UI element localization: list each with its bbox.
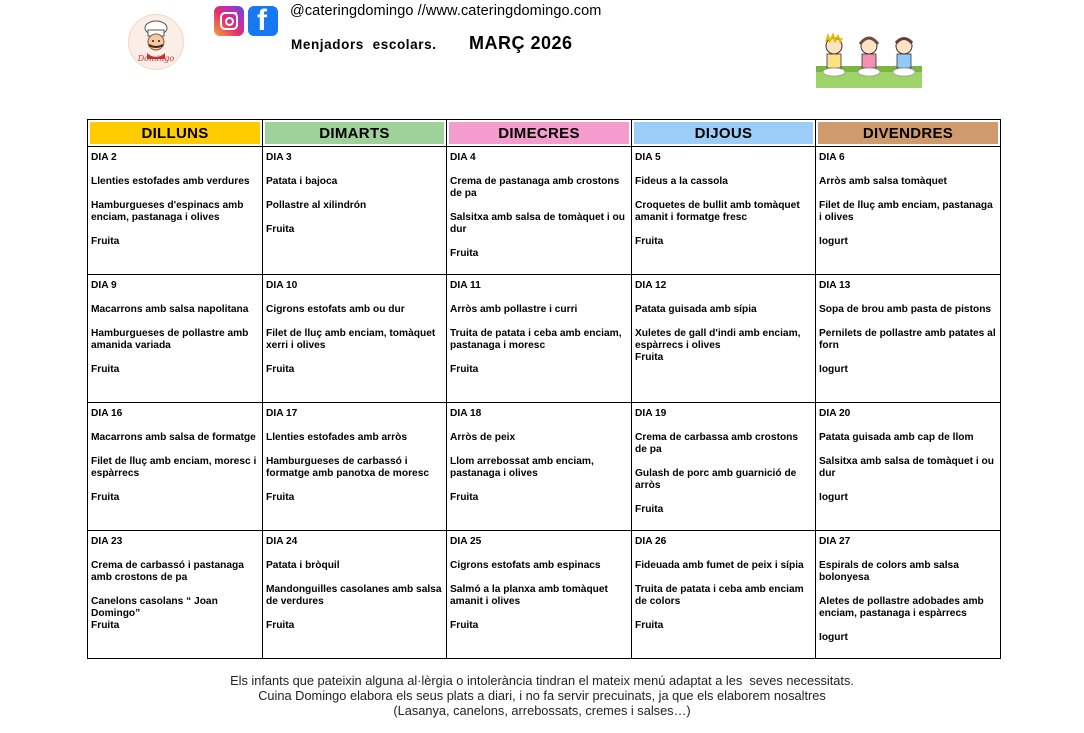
first-course: Cigrons estofats amb espinacs bbox=[450, 560, 601, 571]
day-number: DIA 12 bbox=[635, 280, 667, 291]
dessert: Fruita bbox=[266, 620, 295, 631]
day-cell bbox=[816, 275, 1001, 403]
dessert: Fruita bbox=[91, 236, 120, 247]
day-label: DIVENDRES bbox=[862, 124, 954, 142]
dessert: Fruita bbox=[635, 236, 664, 247]
day-label: DILLUNS bbox=[141, 124, 209, 142]
second-course: Hamburgueses de carbassó i formatge amb panotxa de moresc bbox=[266, 456, 430, 479]
day-number: DIA 16 bbox=[91, 408, 123, 419]
first-course: Patata i bròquil bbox=[266, 560, 340, 571]
day-label: DIJOUS bbox=[694, 124, 753, 142]
day-number: DIA 3 bbox=[266, 152, 292, 163]
day-cell bbox=[632, 147, 816, 275]
days-header-row bbox=[88, 120, 1001, 147]
dessert: Fruita bbox=[450, 364, 479, 375]
day-cell bbox=[263, 531, 447, 659]
second-course: Hamburgueses de pollastre amb amanida variada bbox=[91, 328, 249, 351]
day-number: DIA 25 bbox=[450, 536, 482, 547]
day-cell bbox=[88, 147, 263, 275]
footer-notes bbox=[0, 673, 1084, 718]
first-course: Llenties estofades amb verdures bbox=[91, 176, 250, 187]
page-subtitle: Menjadors escolars. bbox=[291, 37, 437, 52]
homemade-note: Cuina Domingo elabora els seus plats a diari, i no fa servir precuinats, ja que els elaborem nosaltres bbox=[258, 688, 826, 703]
first-course: Crema de carbassó i pastanaga amb crostons de pa bbox=[91, 560, 244, 583]
first-course: Arròs de peix bbox=[450, 432, 516, 443]
day-cell bbox=[447, 531, 632, 659]
dessert: Iogurt bbox=[819, 632, 848, 643]
facebook-icon[interactable]: f bbox=[248, 6, 278, 36]
day-cell bbox=[816, 531, 1001, 659]
first-course: Cigrons estofats amb ou dur bbox=[266, 304, 405, 315]
dessert: Fruita bbox=[635, 504, 664, 515]
first-course: Patata i bajoca bbox=[266, 176, 338, 187]
day-cell bbox=[88, 531, 263, 659]
dessert: Fruita bbox=[91, 492, 120, 503]
first-course: Macarrons amb salsa de formatge bbox=[91, 432, 256, 443]
first-course: Sopa de brou amb pasta de pistons bbox=[819, 304, 992, 315]
week-row bbox=[88, 531, 1001, 659]
day-number: DIA 5 bbox=[635, 152, 661, 163]
instagram-icon[interactable] bbox=[214, 6, 244, 36]
dessert: Fruita bbox=[266, 224, 295, 235]
second-course: Hamburgueses d'espinacs amb enciam, pastanaga i olives bbox=[91, 200, 244, 223]
day-cell bbox=[447, 275, 632, 403]
day-header-dimecres bbox=[447, 120, 632, 147]
first-course: Crema de carbassa amb crostons de pa bbox=[635, 432, 799, 455]
day-number: DIA 4 bbox=[450, 152, 476, 163]
first-course: Espirals de colors amb salsa bolonyesa bbox=[819, 560, 959, 583]
day-cell bbox=[88, 403, 263, 531]
second-course: Aletes de pollastre adobades amb enciam, pastanaga i espàrrecs bbox=[819, 596, 984, 619]
day-header-dijous bbox=[632, 120, 816, 147]
day-number: DIA 11 bbox=[450, 280, 481, 291]
day-cell bbox=[263, 275, 447, 403]
catering-logo bbox=[128, 14, 184, 70]
second-course: Salsitxa amb salsa de tomàquet i ou dur bbox=[819, 456, 994, 479]
first-course: Arròs amb salsa tomàquet bbox=[819, 176, 947, 187]
day-cell bbox=[816, 403, 1001, 531]
week-row bbox=[88, 147, 1001, 275]
day-number: DIA 6 bbox=[819, 152, 845, 163]
first-course: Llenties estofades amb arròs bbox=[266, 432, 407, 443]
dessert: Fruita bbox=[266, 492, 295, 503]
day-number: DIA 18 bbox=[450, 408, 482, 419]
day-number: DIA 10 bbox=[266, 280, 298, 291]
second-course: Filet de lluç amb enciam, moresc i espàrrecs bbox=[91, 456, 257, 479]
first-course: Fideuada amb fumet de peix i sípia bbox=[635, 560, 804, 571]
dessert: Fruita bbox=[450, 248, 479, 259]
second-course: Truita de patata i ceba amb enciam de colors bbox=[635, 584, 804, 607]
first-course: Fideus a la cassola bbox=[635, 176, 728, 187]
day-number: DIA 2 bbox=[91, 152, 117, 163]
day-number: DIA 20 bbox=[819, 408, 851, 419]
first-course: Arròs amb pollastre i curri bbox=[450, 304, 578, 315]
kids-eating-illustration bbox=[816, 32, 922, 88]
dessert: Iogurt bbox=[819, 492, 848, 503]
day-number: DIA 27 bbox=[819, 536, 851, 547]
first-course: Patata guisada amb sípia bbox=[635, 304, 757, 315]
day-cell bbox=[632, 403, 816, 531]
page-title: MARÇ 2026 bbox=[469, 33, 573, 53]
second-course: Pernilets de pollastre amb patates al forn bbox=[819, 328, 996, 351]
week-row bbox=[88, 275, 1001, 403]
day-label: DIMECRES bbox=[498, 124, 580, 142]
day-number: DIA 26 bbox=[635, 536, 667, 547]
second-course: Mandonguilles casolanes amb salsa de verdures bbox=[266, 584, 442, 607]
first-course: Crema de pastanaga amb crostons de pa bbox=[450, 176, 620, 199]
day-label: DIMARTS bbox=[319, 124, 390, 142]
day-number: DIA 23 bbox=[91, 536, 123, 547]
day-header-dimarts bbox=[263, 120, 447, 147]
first-course: Macarrons amb salsa napolitana bbox=[91, 304, 249, 315]
contact-text: @cateringdomingo //www.cateringdomingo.com bbox=[290, 3, 602, 19]
second-course: Truita de patata i ceba amb enciam, pastanaga i moresc bbox=[450, 328, 622, 351]
dessert: Iogurt bbox=[819, 236, 848, 247]
dessert: Iogurt bbox=[819, 364, 848, 375]
day-header-divendres bbox=[816, 120, 1001, 147]
second-course: Salmó a la planxa amb tomàquet amanit i olives bbox=[450, 584, 608, 607]
week-row bbox=[88, 403, 1001, 531]
first-course: Patata guisada amb cap de llom bbox=[819, 432, 974, 443]
day-cell bbox=[632, 275, 816, 403]
day-cell bbox=[263, 147, 447, 275]
day-number: DIA 24 bbox=[266, 536, 298, 547]
dessert: Fruita bbox=[635, 352, 664, 363]
menu-table bbox=[87, 119, 1000, 658]
logo-text: Domingo bbox=[137, 54, 175, 63]
allergy-note: Els infants que pateixin alguna al·lèrgia o intolerància tindran el mateix menú adaptat a les seves necessitats. bbox=[230, 673, 854, 688]
day-number: DIA 9 bbox=[91, 280, 117, 291]
homemade-examples: (Lasanya, canelons, arrebossats, cremes i salses…) bbox=[393, 703, 691, 718]
day-cell bbox=[447, 403, 632, 531]
day-header-dilluns bbox=[88, 120, 263, 147]
day-number: DIA 19 bbox=[635, 408, 667, 419]
day-cell bbox=[88, 275, 263, 403]
dessert: Fruita bbox=[91, 620, 120, 631]
day-cell bbox=[263, 403, 447, 531]
second-course: Filet de lluç amb enciam, tomàquet xerri i olives bbox=[266, 328, 436, 351]
dessert: Fruita bbox=[266, 364, 295, 375]
day-cell bbox=[816, 147, 1001, 275]
second-course: Filet de lluç amb enciam, pastanaga i olives bbox=[819, 200, 993, 223]
day-cell bbox=[447, 147, 632, 275]
social-icons bbox=[214, 6, 280, 38]
second-course: Llom arrebossat amb enciam, pastanaga i olives bbox=[450, 456, 594, 479]
day-number: DIA 13 bbox=[819, 280, 851, 291]
dessert: Fruita bbox=[450, 492, 479, 503]
second-course: Salsitxa amb salsa de tomàquet i ou dur bbox=[450, 212, 625, 235]
dessert: Fruita bbox=[635, 620, 664, 631]
second-course: Pollastre al xilindrón bbox=[266, 200, 367, 211]
second-course: Xuletes de gall d'indi amb enciam, espàrrecs i olives bbox=[635, 328, 801, 351]
second-course: Gulash de porc amb guarnició de arròs bbox=[635, 468, 797, 491]
day-number: DIA 17 bbox=[266, 408, 298, 419]
day-cell bbox=[632, 531, 816, 659]
second-course: Croquetes de bullit amb tomàquet amanit i formatge fresc bbox=[635, 200, 800, 223]
second-course: Canelons casolans “ Joan Domingo” bbox=[91, 596, 218, 619]
dessert: Fruita bbox=[450, 620, 479, 631]
dessert: Fruita bbox=[91, 364, 120, 375]
